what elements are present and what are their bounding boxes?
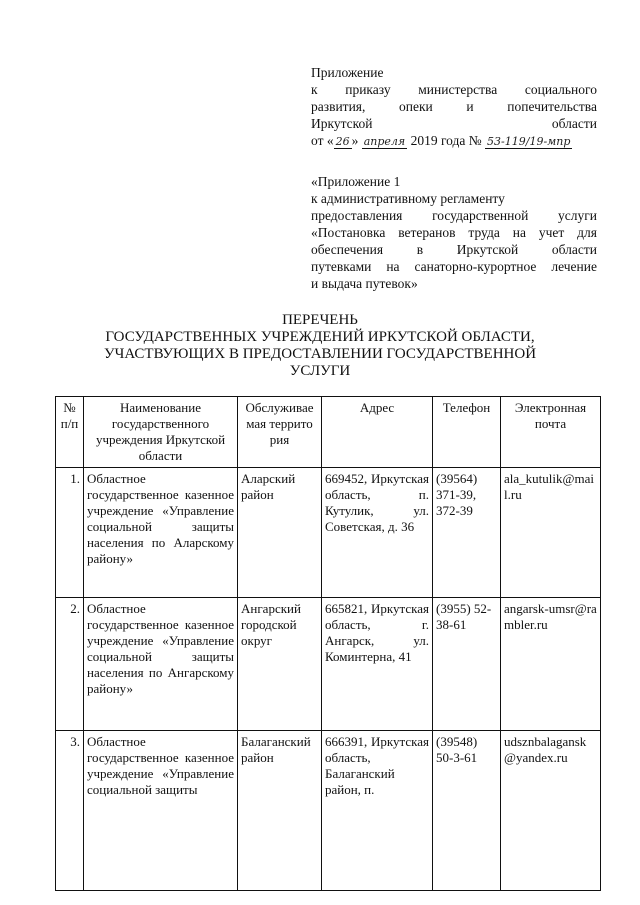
cell-num: 1. <box>56 468 84 598</box>
cell-email: ala_kutulik@mail.ru <box>501 468 601 598</box>
cell-num: 2. <box>56 598 84 731</box>
appendix-1-title: «Приложение 1 <box>311 174 401 189</box>
date-mid: » <box>351 133 359 148</box>
appendix-title: Приложение <box>311 65 384 80</box>
header-territory: Обслуживае мая террито рия <box>238 397 322 468</box>
cell-num: 3. <box>56 731 84 891</box>
heading-line-1: ПЕРЕЧЕНЬ <box>282 312 358 328</box>
cell-name: Областное государственное казенное учреждение «Управление социальной защиты населения по Ангарскому району» <box>84 598 238 731</box>
order-number-handwritten: 53-119/19-мпр <box>487 135 571 148</box>
cell-email: angarsk-umsr@rambler.ru <box>501 598 601 731</box>
appendix-date-line <box>311 132 597 150</box>
cell-address: 666391, Иркутская область, Балаганский район, п. <box>322 731 433 891</box>
document-heading <box>80 312 560 380</box>
table-row <box>56 731 601 891</box>
cell-name: Областное государственное казенное учреждение «Управление социальной защиты <box>84 731 238 891</box>
institutions-table <box>55 396 601 891</box>
cell-phone: (3955) 52-38-61 <box>433 598 501 731</box>
cell-name: Областное государственное казенное учреждение «Управление социальной защиты населения по Аларскому району» <box>84 468 238 598</box>
header-num: № п/п <box>56 397 84 468</box>
appendix-1-line-4: обеспечения в Иркутской области <box>311 242 597 257</box>
heading-line-2: ГОСУДАРСТВЕННЫХ УЧРЕЖДЕНИЙ ИРКУТСКОЙ ОБЛАСТИ, <box>105 329 535 345</box>
appendix-block <box>311 64 597 150</box>
header-address: Адрес <box>322 397 433 468</box>
heading-line-4: УСЛУГИ <box>289 363 351 379</box>
cell-territory: Ангарский городской округ <box>238 598 322 731</box>
cell-territory: Аларский район <box>238 468 322 598</box>
appendix-1-line-5: путевками на санаторно-курортное лечение <box>311 259 597 274</box>
cell-phone: (39548) 50-3-61 <box>433 731 501 891</box>
appendix-1-line-1: к административному регламенту <box>311 191 505 206</box>
appendix-1-line-3: «Постановка ветеранов труда на учет для <box>311 225 597 240</box>
appendix-line-3: Иркутской области <box>311 116 597 131</box>
appendix-1-line-2: предоставления государственной услуги <box>311 208 597 223</box>
cell-territory: Балаганский район <box>238 731 322 891</box>
date-month-handwritten: апреля <box>363 135 406 148</box>
appendix-line-2: развития, опеки и попечительства <box>311 99 597 114</box>
date-prefix: от « <box>311 133 334 148</box>
appendix-1-line-6: и выдача путевок» <box>311 276 418 291</box>
date-year: 2019 года № <box>410 133 482 148</box>
cell-address: 669452, Иркутская область, п. Кутулик, ул. Советская, д. 36 <box>322 468 433 598</box>
heading-line-3: УЧАСТВУЮЩИХ В ПРЕДОСТАВЛЕНИИ ГОСУДАРСТВЕННОЙ <box>103 346 537 362</box>
cell-phone: (39564) 371-39, 372-39 <box>433 468 501 598</box>
appendix-line-1: к приказу министерства социального <box>311 82 597 97</box>
header-email: Электронная почта <box>501 397 601 468</box>
header-name: Наименование государственного учреждения Иркутской области <box>84 397 238 468</box>
table-row <box>56 598 601 731</box>
cell-email: udsznbalagansk@yandex.ru <box>501 731 601 891</box>
table-row <box>56 468 601 598</box>
cell-address: 665821, Иркутская область, г. Ангарск, ул. Коминтерна, 41 <box>322 598 433 731</box>
header-phone: Телефон <box>433 397 501 468</box>
date-day-handwritten: 26 <box>335 135 350 148</box>
appendix-1-block <box>311 173 597 292</box>
table-header-row <box>56 397 601 468</box>
